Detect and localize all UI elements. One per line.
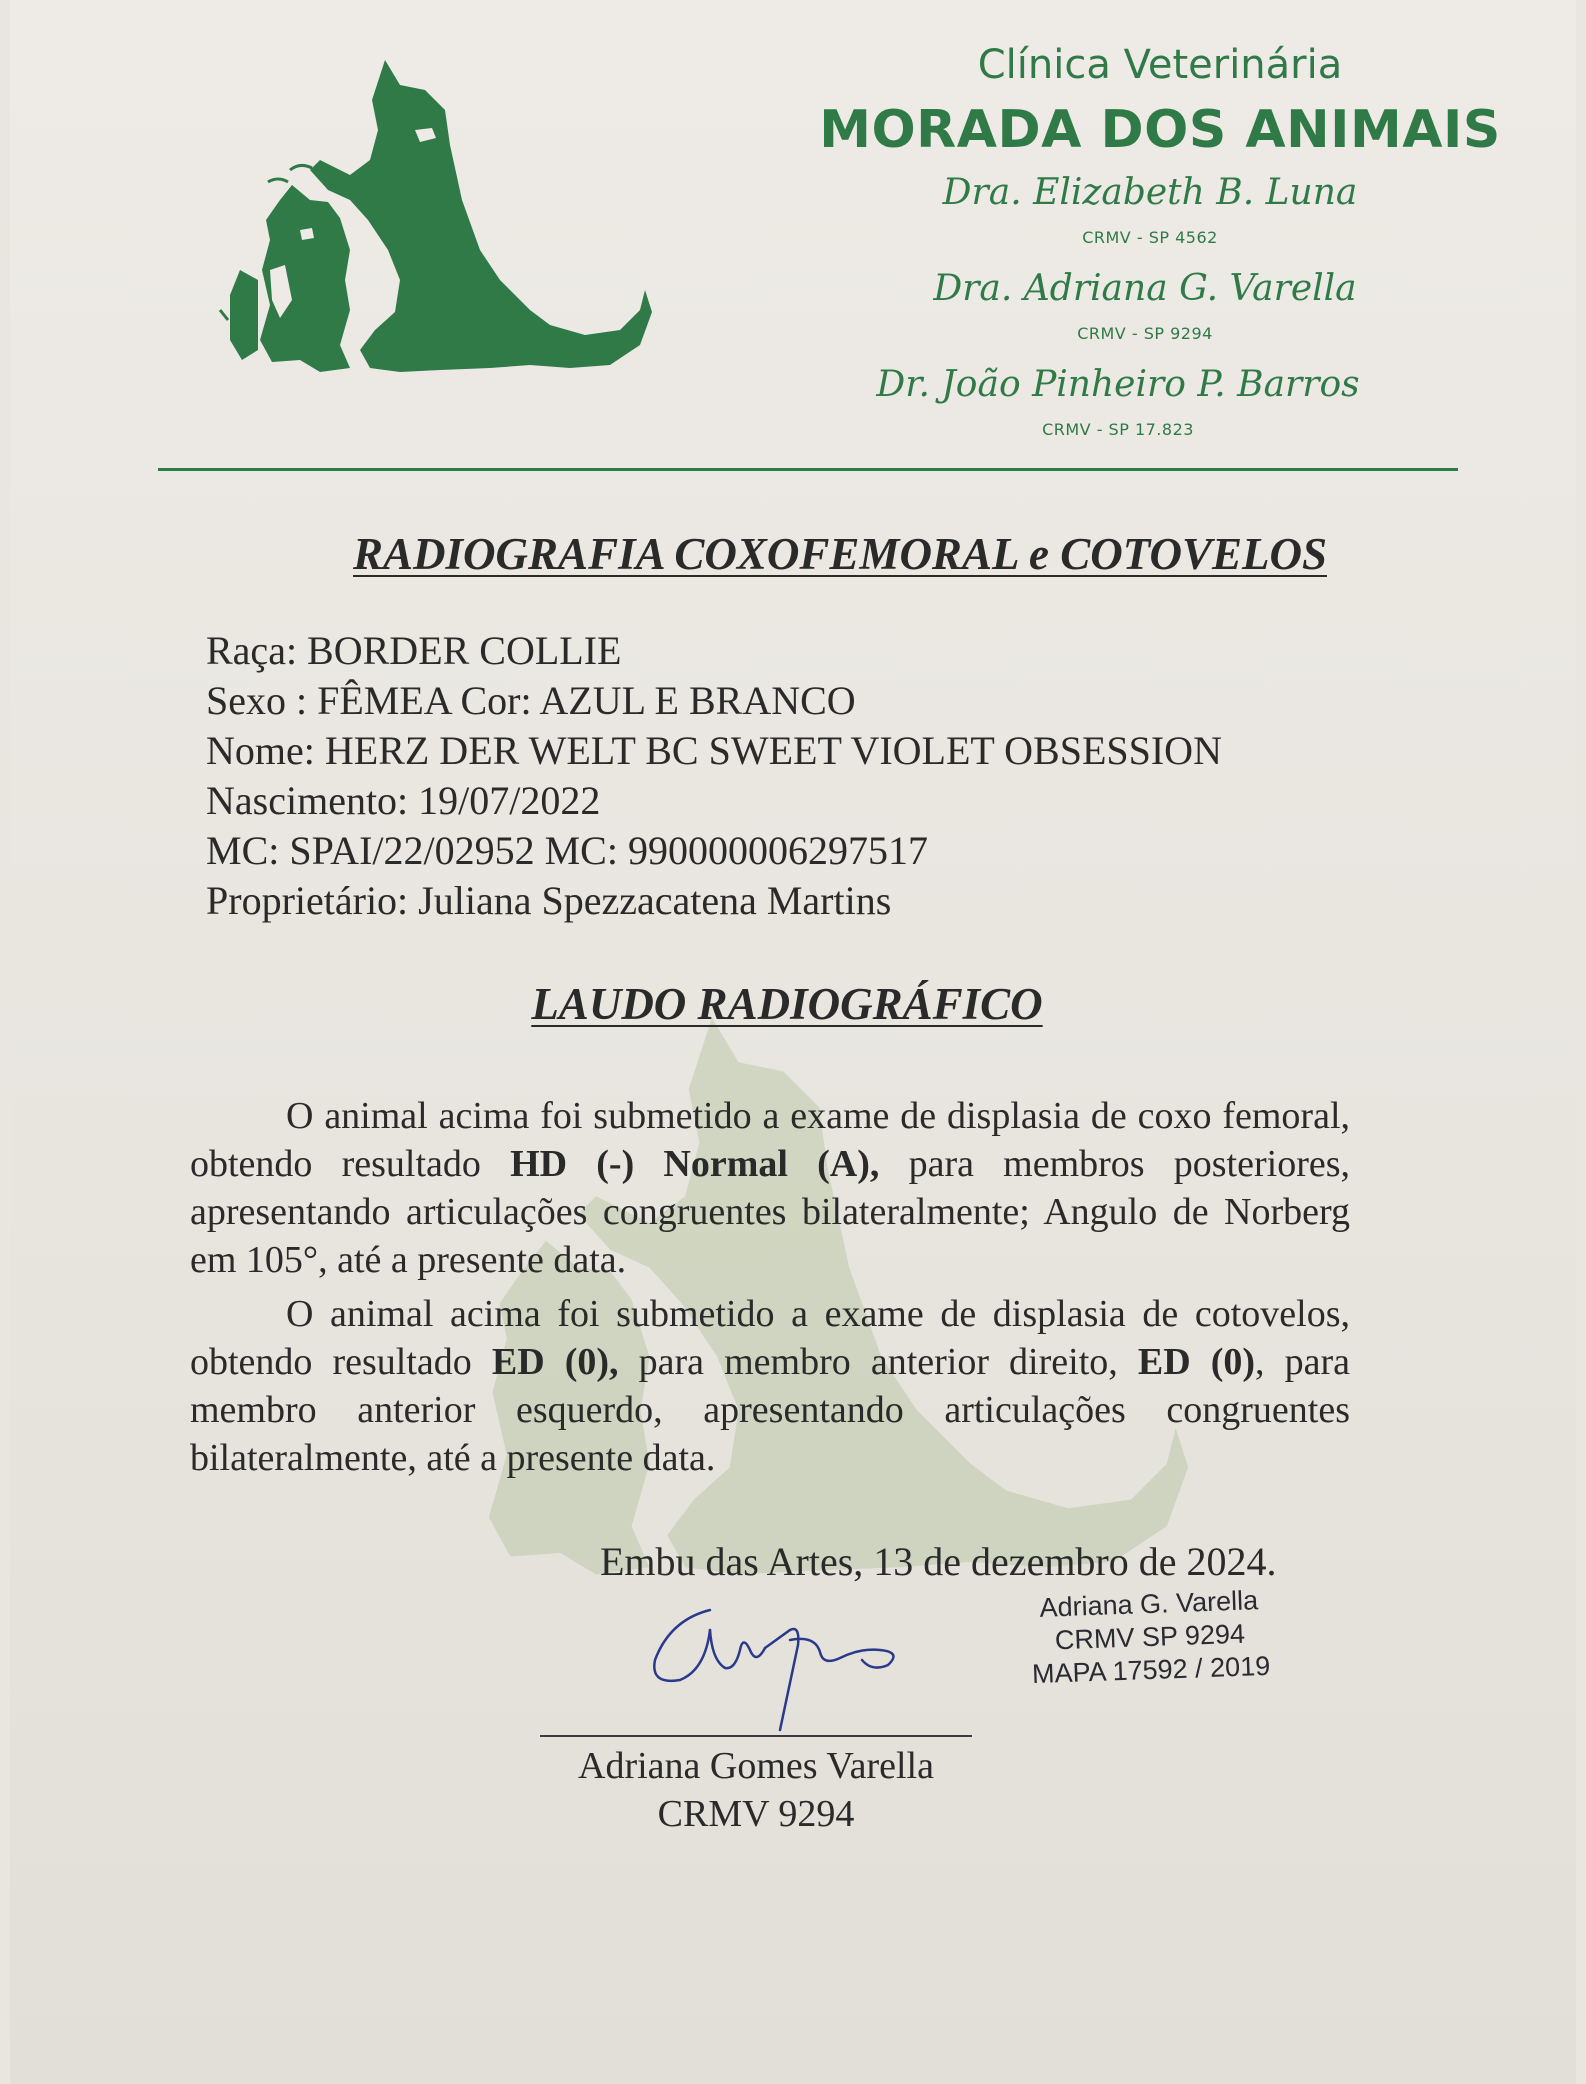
doctor-crmv-3: CRMV - SP 17.823 (1042, 420, 1194, 439)
doctor-crmv-2: CRMV - SP 9294 (1077, 324, 1213, 343)
doctor-name-2: Dra. Adriana G. Varella (933, 268, 1357, 309)
elbow-left-result: ED (0) (1137, 1341, 1256, 1383)
clinic-logo-dog-cat-icon (200, 50, 680, 420)
info-birth: Nascimento: 19/07/2022 (206, 778, 601, 823)
signature-line (540, 1735, 972, 1737)
clinic-label: Clínica Veterinária (977, 42, 1343, 88)
doctor-name-1: Dra. Elizabeth B. Luna (942, 172, 1358, 213)
info-name: Nome: HERZ DER WELT BC SWEET VIOLET OBSESSION (206, 728, 1222, 773)
info-breed: Raça: BORDER COLLIE (206, 628, 622, 673)
paragraph-1-text-a: O animal acima foi submetido a exame de displasia de coxo femoral, obtendo resultado (190, 1095, 1350, 1185)
doctor-name-3: Dr. João Pinheiro P. Barros (876, 364, 1360, 405)
stamp-name: Adriana G. Varella (1039, 1585, 1259, 1623)
signer-crmv: CRMV 9294 (657, 1793, 855, 1835)
hip-result: HD (-) Normal (A), (510, 1143, 880, 1185)
document-title: RADIOGRAFIA COXOFEMORAL e COTOVELOS (353, 529, 1327, 579)
clinic-name: MORADA DOS ANIMAIS (819, 100, 1501, 160)
info-owner: Proprietário: Juliana Spezzacatena Martins (206, 878, 892, 923)
paragraph-2-text-c: , para membro anterior esquerdo, apresentando articulações congruentes bilateralmente, até a presente data. (190, 1341, 1350, 1479)
hip-dysplasia-paragraph (190, 1092, 1350, 1284)
paragraph-1-text-b: para membros posteriores, apresentando articulações congruentes bilateralmente; Angulo de Norberg em 105°, até a presente data. (190, 1143, 1350, 1281)
info-microchip: MC: SPAI/22/02952 MC: 990000006297517 (206, 828, 928, 873)
document-page (10, 0, 1576, 2084)
header-divider (158, 468, 1458, 471)
report-title: LAUDO RADIOGRÁFICO (531, 979, 1043, 1029)
animal-info (206, 626, 1222, 926)
paragraph-2-text-a: O animal acima foi submetido a exame de displasia de cotovelos, obtendo resultado (190, 1293, 1350, 1383)
professional-stamp (1008, 1583, 1291, 1692)
info-sex-color: Sexo : FÊMEA Cor: AZUL E BRANCO (206, 678, 856, 723)
stamp-crmv: CRMV SP 9294 (1054, 1618, 1246, 1656)
doctor-crmv-1: CRMV - SP 4562 (1082, 228, 1218, 247)
signer-name: Adriana Gomes Varella (578, 1745, 934, 1787)
elbow-right-result: ED (0), (491, 1341, 619, 1383)
handwritten-signature-icon (640, 1590, 940, 1740)
date-line: Embu das Artes, 13 de dezembro de 2024. (600, 1539, 1277, 1584)
signer-block (450, 1742, 1062, 1838)
elbow-dysplasia-paragraph (190, 1290, 1350, 1482)
paragraph-2-text-b: para membro anterior direito, (618, 1341, 1138, 1383)
stamp-mapa: MAPA 17592 / 2019 (1031, 1650, 1271, 1690)
